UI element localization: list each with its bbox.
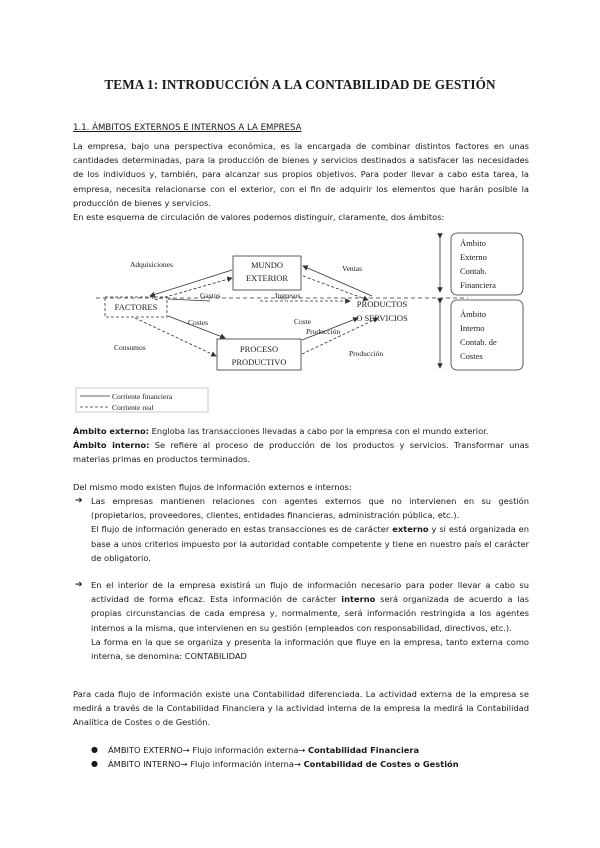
ambito-externo-label-3: Contab.: [460, 266, 487, 276]
ventas-return-arrow: [303, 276, 368, 300]
productos-label-1: PRODUCTOS: [356, 299, 408, 309]
flow-item-external: [75, 494, 529, 565]
mundo-exterior-label-1: MUNDO: [250, 260, 284, 270]
factores-label: FACTORES: [114, 302, 158, 312]
definition-externo-text: Engloba las transacciones llevadas a cabo por la empresa con el mundo exterior.: [149, 426, 489, 436]
arrow-bullet-icon: ➔: [75, 580, 83, 590]
ambito-interno-label-1: Ámbito: [460, 309, 486, 319]
flow-item-internal-p1: En el interior de la empresa existirá un flujo de información necesario para poder llevar a cabo su actividad de forma eficaz. Esta información de carácter interno será organizada de acuerdo a las propias circunstancias de cada empresa y, normalmente, será información restringida a los agentes internos a la misma, que intervienen en su gestión (empleados con responsabilidad, directivos, etc.).: [91, 580, 530, 633]
arrow-bullet-icon: ➔: [75, 496, 83, 506]
flow-item-external-p2: El flujo de información generado en estas transacciones es de carácter externo y si está organizada en base a unos criterios impuesto por la autoridad contable competente y tiene en nuestro país el carácter de obligatorio.: [91, 524, 529, 563]
definition-interno-label: Ámbito interno:: [73, 440, 150, 450]
ambito-externo-label-2: Externo: [460, 252, 487, 262]
adquisiciones-return-arrow: [155, 278, 232, 300]
proceso-label-1: PROCESO: [239, 344, 279, 354]
ventas-label: Ventas: [342, 264, 362, 273]
ambito-interno-label-3: Contab. de: [460, 337, 497, 347]
definition-interno: [73, 438, 529, 466]
consumos-label: Consumos: [114, 343, 146, 352]
page-title: TEMA 1: INTRODUCCIÓN A LA CONTABILIDAD DE GESTIÓN: [104, 77, 496, 92]
flow-item-internal: [75, 578, 530, 663]
legend-financial-label: Corriente financiera: [112, 392, 173, 401]
ambito-interno-label-4: Costes: [460, 351, 483, 361]
ingresos-label: Ingresos: [275, 291, 301, 300]
gastos-label: Gastos: [200, 291, 221, 300]
costes-label: Costes: [188, 318, 209, 327]
ambito-interno-label-2: Interno: [460, 323, 485, 333]
section-heading: 1.1. ÁMBITOS EXTERNOS E INTERNOS A LA EMPRESA: [73, 123, 302, 133]
conclusion-paragraph: Para cada flujo de información existe una Contabilidad diferenciada. La actividad externa de la empresa se medirá a través de la Contabilidad Financiera y la actividad interna de la empresa la medirá la Contabilidad Analítica de Costes o de Gestión.: [73, 689, 529, 728]
proceso-label-2: PRODUCTIVO: [231, 357, 287, 367]
flow-item-internal-p2: La forma en la que se organiza y presenta la información que fluye en la empresa, tanto externa como interna, se denomina: CONTABILIDAD: [91, 636, 529, 662]
definition-externo: [73, 424, 529, 438]
definition-interno-text: Se refiere al proceso de producción de los productos y servicios. Transformar unas materias primas en productos terminados.: [73, 440, 529, 465]
summary-item-interno: ● ÁMBITO INTERNO→ Flujo información interna→ Contabilidad de Costes o Gestión: [91, 759, 459, 769]
summary-item-externo: ● ÁMBITO EXTERNO→ Flujo información externa→ Contabilidad Financiera: [91, 745, 420, 755]
coste-produccion-label-1: Coste: [294, 317, 312, 326]
legend-real-label: Corriente real: [112, 403, 154, 412]
bullet-dot-icon: ●: [91, 745, 98, 754]
definition-externo-label: Ámbito externo:: [73, 426, 149, 436]
ambito-externo-label-1: Ámbito: [460, 238, 486, 248]
bullet-dot-icon: ●: [91, 759, 98, 768]
flows-intro: Del mismo modo existen flujos de información externos e internos:: [73, 482, 352, 492]
intro-paragraph: La empresa, bajo una perspectiva económica, es la encargada de combinar distintos factores en unas cantidades determinadas, para la producción de bienes y servicios destinados a satisfacer las necesidades de los individuos y, también, para alcanzar sus propios objetivos. Para poder llevar a cabo esta tarea, la empresa, necesita relacionarse con el exterior, con el fin de adquirir los elementos que harán posible la producción de bienes y servicios.: [73, 141, 529, 208]
ambito-externo-label-4: Financiera: [460, 280, 496, 290]
mundo-exterior-label-2: EXTERIOR: [245, 273, 289, 283]
coste-produccion-label-2: Producción: [306, 327, 341, 336]
flow-item-external-p1: Las empresas mantienen relaciones con agentes externos que no intervienen en su gestión (propietarios, proveedores, clientes, entidades financieras, administración pública, etc.).: [91, 496, 529, 521]
adquisiciones-label: Adquisiciones: [130, 260, 173, 269]
productos-label-2: O SERVICIOS: [356, 313, 408, 323]
schema-intro-paragraph: En este esquema de circulación de valores podemos distinguir, claramente, dos ámbitos:: [73, 212, 445, 222]
produccion-label: Producción: [349, 349, 384, 358]
